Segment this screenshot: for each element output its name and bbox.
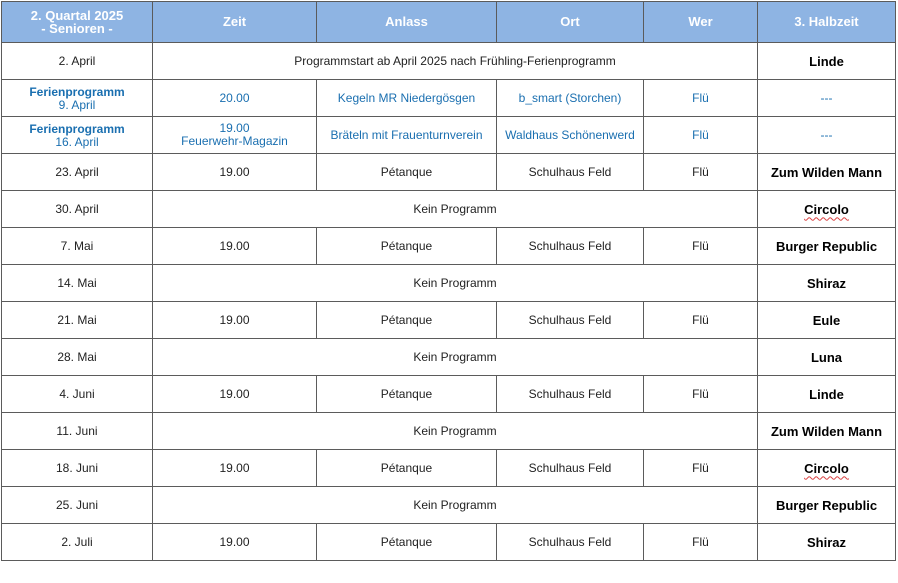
cell-date: 21. Mai: [2, 302, 153, 339]
cell-anlass: Pétanque: [317, 524, 497, 561]
table-row: [2, 265, 896, 302]
cell-wer: Flü: [644, 117, 758, 154]
header-quarter-title: 2. Quartal 2025: [30, 8, 124, 23]
cell-halbzeit: Eule: [758, 302, 896, 339]
header-wer: Wer: [644, 2, 758, 43]
cell-zeit: 19.00: [153, 524, 317, 561]
cell-halbzeit: Linde: [758, 43, 896, 80]
cell-ort: Schulhaus Feld: [497, 302, 644, 339]
table-row: [2, 450, 896, 487]
header-ort: Ort: [497, 2, 644, 43]
cell-zeit-time: 19.00: [219, 121, 250, 135]
cell-halbzeit: ---: [758, 80, 896, 117]
cell-anlass: Pétanque: [317, 228, 497, 265]
cell-zeit: 19.00: [153, 228, 317, 265]
cell-ort: Schulhaus Feld: [497, 450, 644, 487]
cell-halbzeit: Shiraz: [758, 265, 896, 302]
cell-halbzeit: Zum Wilden Mann: [758, 154, 896, 191]
header-halbzeit: 3. Halbzeit: [758, 2, 896, 43]
cell-date: 2. April: [2, 43, 153, 80]
cell-zeit: 19.00: [153, 450, 317, 487]
cell-program-note: Kein Programm: [153, 413, 758, 450]
table-row: [2, 43, 896, 80]
cell-anlass: Pétanque: [317, 450, 497, 487]
cell-program-note: Programmstart ab April 2025 nach Frühling-Ferienprogramm: [153, 43, 758, 80]
cell-zeit: 19.00: [153, 302, 317, 339]
schedule-table: [1, 1, 896, 561]
cell-anlass: Pétanque: [317, 302, 497, 339]
cell-wer: Flü: [644, 228, 758, 265]
cell-halbzeit: Burger Republic: [758, 487, 896, 524]
cell-zeit: 19.00: [153, 376, 317, 413]
table-row: [2, 191, 896, 228]
cell-ort: Schulhaus Feld: [497, 154, 644, 191]
cell-date: 11. Juni: [2, 413, 153, 450]
cell-wer: Flü: [644, 154, 758, 191]
cell-date: [2, 80, 153, 117]
cell-wer: Flü: [644, 302, 758, 339]
cell-program-note: Kein Programm: [153, 265, 758, 302]
cell-ort: Schulhaus Feld: [497, 524, 644, 561]
header-anlass: Anlass: [317, 2, 497, 43]
ferienprogramm-label: Ferienprogramm: [29, 121, 125, 136]
cell-halbzeit-text: Circolo: [804, 201, 849, 217]
cell-halbzeit: Luna: [758, 339, 896, 376]
cell-date: [2, 117, 153, 154]
cell-program-note: Kein Programm: [153, 487, 758, 524]
cell-halbzeit: ---: [758, 117, 896, 154]
cell-program-note: Kein Programm: [153, 339, 758, 376]
table-row: [2, 487, 896, 524]
cell-date: 23. April: [2, 154, 153, 191]
cell-zeit: 20.00: [153, 80, 317, 117]
table-row: [2, 376, 896, 413]
ferienprogramm-label: Ferienprogramm: [29, 84, 125, 99]
cell-date: 18. Juni: [2, 450, 153, 487]
table-row: [2, 228, 896, 265]
table-row: [2, 80, 896, 117]
cell-date: 2. Juli: [2, 524, 153, 561]
cell-halbzeit: Linde: [758, 376, 896, 413]
cell-halbzeit: Burger Republic: [758, 228, 896, 265]
table-row: [2, 154, 896, 191]
cell-anlass: Pétanque: [317, 376, 497, 413]
cell-ort: Schulhaus Feld: [497, 228, 644, 265]
table-row: [2, 413, 896, 450]
cell-date: 4. Juni: [2, 376, 153, 413]
header-zeit: Zeit: [153, 2, 317, 43]
cell-wer: Flü: [644, 524, 758, 561]
cell-halbzeit: Zum Wilden Mann: [758, 413, 896, 450]
table-row: [2, 117, 896, 154]
cell-ort: Schulhaus Feld: [497, 376, 644, 413]
cell-date: 28. Mai: [2, 339, 153, 376]
cell-wer: Flü: [644, 450, 758, 487]
cell-date: 25. Juni: [2, 487, 153, 524]
cell-program-note: Kein Programm: [153, 191, 758, 228]
cell-date-text: 9. April: [58, 97, 96, 112]
cell-zeit-place: Feuerwehr-Magazin: [181, 134, 288, 148]
header-quarter-subtitle: - Senioren -: [41, 21, 113, 36]
cell-halbzeit: Shiraz: [758, 524, 896, 561]
header-quarter: [2, 2, 153, 43]
table-row: [2, 302, 896, 339]
cell-date: 14. Mai: [2, 265, 153, 302]
cell-ort: Waldhaus Schönenwerd: [497, 117, 644, 154]
cell-date: 7. Mai: [2, 228, 153, 265]
header-row: [2, 2, 896, 43]
cell-wer: Flü: [644, 80, 758, 117]
cell-anlass: Bräteln mit Frauenturnverein: [317, 117, 497, 154]
table-row: [2, 339, 896, 376]
cell-zeit: 19.00: [153, 154, 317, 191]
cell-date: 30. April: [2, 191, 153, 228]
cell-anlass: Kegeln MR Niedergösgen: [317, 80, 497, 117]
cell-wer: Flü: [644, 376, 758, 413]
table-row: [2, 524, 896, 561]
cell-anlass: Pétanque: [317, 154, 497, 191]
cell-halbzeit-text: Circolo: [804, 460, 849, 476]
cell-halbzeit: [758, 191, 896, 228]
cell-zeit: [153, 117, 317, 154]
cell-date-text: 16. April: [55, 134, 99, 149]
cell-halbzeit: [758, 450, 896, 487]
cell-ort: b_smart (Storchen): [497, 80, 644, 117]
